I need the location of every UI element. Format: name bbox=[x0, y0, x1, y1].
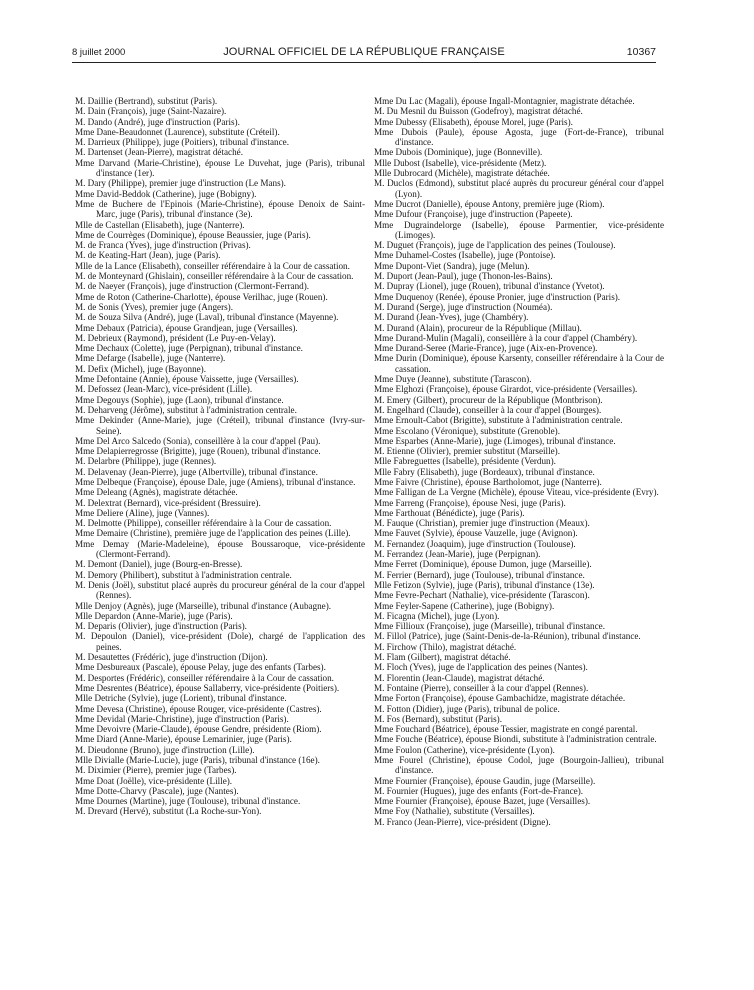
list-item: Mme Defarge (Isabelle), juge (Nanterre). bbox=[75, 353, 226, 364]
list-item: Mme de Courrèges (Dominique), épouse Beaussier, juge (Paris). bbox=[75, 229, 311, 240]
list-item: M. de Franca (Yves), juge d'instruction (Privas). bbox=[75, 240, 251, 251]
list-item: Mme Faivre (Christine), épouse Bartholomot, juge (Nanterre). bbox=[374, 476, 602, 487]
list-item: M. Etienne (Olivier), premier substitut (Marseille). bbox=[374, 446, 560, 457]
list-item: M. Demont (Daniel), juge (Bourg-en-Bresse). bbox=[75, 559, 243, 570]
list-item: Mlle de la Lance (Elisabeth), conseiller référendaire à la Cour de cassation. bbox=[75, 260, 350, 271]
list-item: Mme Duhamel-Costes (Isabelle), juge (Pontoise). bbox=[374, 250, 556, 261]
list-item: Mme Fillioux (Françoise), juge (Marseille), tribunal d'instance. bbox=[374, 621, 605, 632]
list-item: Mme Defontaine (Annie), épouse Vaissette, juge (Versailles). bbox=[75, 374, 299, 385]
list-item: M. Delarbre (Philippe), juge (Rennes). bbox=[75, 456, 217, 467]
list-item: Mme Fauvet (Sylvie), épouse Vauzelle, juge (Avignon). bbox=[374, 528, 578, 539]
list-item: Mme Delbeque (Françoise), épouse Dale, juge (Amiens), tribunal d'instance. bbox=[75, 476, 356, 487]
list-item: Mme Deleang (Agnès), magistrate détachée. bbox=[75, 487, 238, 498]
list-item: Mme Dane-Beaudonnet (Laurence), substitute (Créteil). bbox=[75, 126, 280, 137]
list-item: M. de Monteynard (Ghislain), conseiller référendaire à la Cour de cassation. bbox=[75, 271, 354, 282]
list-item: Mme Escolano (Véronique), substitute (Grenoble). bbox=[374, 425, 560, 436]
list-item: M. Firchow (Thilo), magistrat détaché. bbox=[374, 641, 517, 652]
list-item: Mme de Buchere de l'Epinois (Marie-Christine), épouse Denoix de Saint-Marc, juge (Paris), tribunal d'instance (3e). bbox=[75, 198, 365, 220]
list-item: Mme Dubessy (Elisabeth), épouse Morel, juge (Paris). bbox=[374, 116, 573, 127]
list-item: M. Fontaine (Pierre), conseiller à la cour d'appel (Rennes). bbox=[374, 682, 589, 693]
list-item: Mme Fournier (Françoise), épouse Gaudin, juge (Marseille). bbox=[374, 775, 596, 786]
list-item: Mme Ducrot (Danielle), épouse Antony, première juge (Riom). bbox=[374, 198, 605, 209]
list-item: Mme Deliere (Aline), juge (Vannes). bbox=[75, 507, 210, 518]
list-item: Mme Fouchard (Béatrice), épouse Tessier, magistrate en congé parental. bbox=[374, 724, 638, 735]
list-item: Mlle Dubrocard (Michèle), magistrate détachée. bbox=[374, 168, 550, 179]
list-item: Mlle Divialle (Marie-Lucie), juge (Paris), tribunal d'instance (16e). bbox=[75, 755, 320, 765]
list-item: M. Dartenset (Jean-Pierre), magistrat détaché. bbox=[75, 147, 243, 158]
list-item: Mme Forton (Françoise), épouse Gambachidze, magistrate détachée. bbox=[374, 693, 626, 704]
list-item: Mme Duye (Jeanne), substitute (Tarascon). bbox=[374, 374, 532, 385]
list-item: M. Demory (Philibert), substitut à l'administration centrale. bbox=[75, 569, 292, 580]
list-item: Mme de Roton (Catherine-Charlotte), épouse Verilhac, juge (Rouen). bbox=[75, 291, 328, 302]
list-item: Mme Feyler-Sapene (Catherine), juge (Bobigny). bbox=[374, 600, 555, 611]
list-item: M. Defix (Michel), juge (Bayonne). bbox=[75, 363, 207, 374]
list-item: Mme Durin (Dominique), épouse Karsenty, conseiller référendaire à la Cour de cassation. bbox=[374, 353, 664, 374]
list-item: Mme Devidal (Marie-Christine), juge d'instruction (Paris). bbox=[75, 713, 289, 724]
list-item: M. Dieudonne (Bruno), juge d'instruction (Lille). bbox=[75, 744, 255, 755]
list-item: M. Denis (Joël), substitut placé auprès du procureur général de la cour d'appel (Rennes). bbox=[75, 579, 365, 601]
list-item: M. de Keating-Hart (Jean), juge (Paris). bbox=[75, 250, 221, 261]
list-item: Mme Dubois (Dominique), juge (Bonneville). bbox=[374, 147, 543, 158]
list-item: Mme Du Lac (Magali), épouse Ingall-Montagnier, magistrate détachée. bbox=[374, 96, 635, 106]
list-item: M. Diximier (Pierre), premier juge (Tarbes). bbox=[75, 765, 237, 776]
header-rule bbox=[72, 62, 656, 63]
list-item: M. Dary (Philippe), premier juge d'instruction (Le Mans). bbox=[75, 178, 286, 189]
list-item: M. Fillol (Patrice), juge (Saint-Denis-de-la-Réunion), tribunal d'instance. bbox=[374, 631, 641, 642]
list-item: M. Florentin (Jean-Claude), magistrat détaché. bbox=[374, 672, 545, 683]
list-item: M. Fournier (Hugues), juge des enfants (Fort-de-France). bbox=[374, 785, 584, 796]
list-item: M. Flam (Gilbert), magistrat détaché. bbox=[374, 652, 511, 663]
list-item: Mme Delapierregrosse (Brigitte), juge (Rouen), tribunal d'instance. bbox=[75, 446, 321, 457]
list-item: M. Fotton (Didier), juge (Paris), tribunal de police. bbox=[374, 703, 560, 714]
list-item: Mme Dekinder (Anne-Marie), juge (Créteil), tribunal d'instance (Ivry-sur-Seine). bbox=[75, 415, 365, 436]
left-column bbox=[75, 96, 365, 817]
list-item: M. Fos (Bernard), substitut (Paris). bbox=[374, 713, 502, 724]
list-item: Mme David-Beddok (Catherine), juge (Bobigny). bbox=[75, 188, 257, 199]
list-item: M. Floch (Yves), juge de l'application des peines (Nantes). bbox=[374, 662, 588, 673]
list-item: Mlle Fetizon (Sylvie), juge (Paris), tribunal d'instance (13e). bbox=[374, 579, 595, 590]
list-item: M. Durand (Serge), juge d'instruction (Nouméa). bbox=[374, 301, 553, 312]
list-item: M. Deparis (Olivier), juge d'instruction (Paris). bbox=[75, 621, 247, 632]
list-item: Mme Desrentes (Béatrice), épouse Sallaberry, vice-présidente (Poitiers). bbox=[75, 682, 340, 693]
list-item: Mlle de Castellan (Elisabeth), juge (Nanterre). bbox=[75, 219, 245, 230]
list-item: Mme Duquenoy (Renée), épouse Pronier, juge d'instruction (Paris). bbox=[374, 291, 621, 302]
list-item: M. Engelhard (Claude), conseiller à la cour d'appel (Bourges). bbox=[374, 404, 602, 415]
list-item: Mme Dufour (Françoise), juge d'instruction (Papeete). bbox=[374, 209, 573, 220]
list-item: Mme Fouche (Béatrice), épouse Biondi, substitute à l'administration centrale. bbox=[374, 734, 657, 745]
list-item: M. Du Mesnil du Buisson (Godefroy), magistrat détaché. bbox=[374, 106, 583, 117]
list-item: M. Drevard (Hervé), substitut (La Roche-sur-Yon). bbox=[75, 806, 262, 817]
list-item: Mme Diard (Anne-Marie), épouse Lemarinier, juge (Paris). bbox=[75, 734, 292, 745]
list-item: M. Debrieux (Raymond), président (Le Puy-en-Velay). bbox=[75, 332, 276, 343]
list-item: Mme Ernoult-Cabot (Brigitte), substitute à l'administration centrale. bbox=[374, 415, 623, 426]
list-item: Mme Esparbes (Anne-Marie), juge (Limoges), tribunal d'instance. bbox=[374, 435, 616, 446]
list-item: M. Durand (Alain), procureur de la République (Millau). bbox=[374, 322, 582, 333]
list-item: Mme Dournes (Martine), juge (Toulouse), tribunal d'instance. bbox=[75, 796, 301, 807]
list-item: M. Durand (Jean-Yves), juge (Chambéry). bbox=[374, 312, 529, 323]
list-item: Mlle Dubost (Isabelle), vice-présidente (Metz). bbox=[374, 157, 547, 168]
list-item: M. Dupray (Lionel), juge (Rouen), tribunal d'instance (Yvetot). bbox=[374, 281, 605, 292]
list-item: M. Darrieux (Philippe), juge (Poitiers), tribunal d'instance. bbox=[75, 137, 290, 148]
list-item: Mme Degouys (Sophie), juge (Laon), tribunal d'instance. bbox=[75, 394, 284, 405]
list-item: M. Defossez (Jean-Marc), vice-président (Lille). bbox=[75, 384, 253, 395]
list-item: M. Delextrat (Bernard), vice-président (Bressuire). bbox=[75, 497, 261, 508]
list-item: Mme Debaux (Patricia), épouse Grandjean, juge (Versailles). bbox=[75, 322, 298, 333]
list-item: M. Dando (André), juge d'instruction (Paris). bbox=[75, 116, 240, 127]
page-number: 10367 bbox=[626, 46, 656, 58]
list-item: M. Daillie (Bertrand), substitut (Paris). bbox=[75, 96, 218, 106]
list-item: M. de Souza Silva (André), juge (Laval), tribunal d'instance (Mayenne). bbox=[75, 312, 339, 323]
list-item: Mme Farthouat (Bénédicte), juge (Paris). bbox=[374, 507, 525, 518]
list-item: M. Fauque (Christian), premier juge d'instruction (Meaux). bbox=[374, 518, 590, 529]
list-item: Mme Doat (Joëlle), vice-présidente (Lille). bbox=[75, 775, 233, 786]
list-item: Mme Durand-Seree (Marie-France), juge (Aix-en-Provence). bbox=[374, 343, 598, 354]
list-item: M. Depoulon (Daniel), vice-président (Dole), chargé de l'application des peines. bbox=[75, 631, 365, 652]
list-item: M. Duclos (Edmond), substitut placé auprès du procureur général cour d'appel (Lyon). bbox=[374, 178, 664, 199]
list-item: M. de Sonis (Yves), premier juge (Angers). bbox=[75, 301, 233, 312]
journal-title: JOURNAL OFFICIEL DE LA RÉPUBLIQUE FRANÇAISE bbox=[223, 46, 505, 58]
list-item: M. Desportes (Frédéric), conseiller référendaire à la Cour de cassation. bbox=[75, 672, 334, 683]
list-item: Mme Foy (Nathalie), substitute (Versailles). bbox=[374, 806, 535, 817]
list-item: Mme Fevre-Pechart (Nathalie), vice-présidente (Tarascon). bbox=[374, 590, 590, 601]
list-item: M. Duport (Jean-Paul), juge (Thonon-les-Bains). bbox=[374, 271, 553, 282]
list-item: M. Deharveng (Jérôme), substitut à l'administration centrale. bbox=[75, 404, 297, 415]
list-item: Mme Elghozi (Françoise), épouse Girardot, vice-présidente (Versailles). bbox=[374, 384, 638, 395]
list-item: M. Desautettes (Frédéric), juge d'instruction (Dijon). bbox=[75, 652, 268, 663]
list-item: Mlle Depardon (Anne-Marie), juge (Paris). bbox=[75, 610, 233, 621]
list-item: M. de Naeyer (François), juge d'instruction (Clermont-Ferrand). bbox=[75, 281, 310, 292]
list-item: M. Fernandez (Joaquim), juge d'instruction (Toulouse). bbox=[374, 538, 576, 549]
list-item: Mme Foulon (Catherine), vice-présidente (Lyon). bbox=[374, 744, 555, 755]
list-item: M. Franco (Jean-Pierre), vice-président (Digne). bbox=[374, 816, 551, 827]
list-item: Mme Dugraindelorge (Isabelle), épouse Parmentier, vice-présidente (Limoges). bbox=[374, 219, 664, 240]
issue-date: 8 juillet 2000 bbox=[72, 47, 126, 58]
list-item: M. Ficagna (Michel), juge (Lyon). bbox=[374, 610, 500, 621]
list-item: M. Duguet (François), juge de l'application des peines (Toulouse). bbox=[374, 240, 616, 251]
list-item: Mme Fournier (Françoise), épouse Bazet, juge (Versailles). bbox=[374, 796, 591, 807]
list-item: Mme Dupont-Viet (Sandra), juge (Melun). bbox=[374, 260, 530, 271]
list-item: M. Emery (Gilbert), procureur de la République (Montbrison). bbox=[374, 394, 603, 405]
list-item: Mlle Fabry (Elisabeth), juge (Bordeaux), tribunal d'instance. bbox=[374, 466, 595, 477]
list-item: Mme Devoivre (Marie-Claude), épouse Gendre, présidente (Riom). bbox=[75, 724, 322, 735]
list-item: Mme Fourel (Christine), épouse Codol, juge (Bourgoin-Jallieu), tribunal d'instance. bbox=[374, 755, 664, 776]
list-item: M. Delmotte (Philippe), conseiller référendaire à la Cour de cassation. bbox=[75, 518, 332, 529]
list-item: Mlle Fabreguettes (Isabelle), présidente (Verdun). bbox=[374, 456, 556, 467]
list-item: Mme Demaire (Christine), première juge de l'application des peines (Lille). bbox=[75, 528, 351, 539]
list-item: Mme Ferret (Dominique), épouse Dumon, juge (Marseille). bbox=[374, 559, 592, 570]
list-item: Mme Dechaux (Colette), juge (Perpignan), tribunal d'instance. bbox=[75, 343, 303, 354]
list-item: Mlle Denjoy (Agnès), juge (Marseille), tribunal d'instance (Aubagne). bbox=[75, 600, 332, 611]
list-item: Mlle Detriche (Sylvie), juge (Lorient), tribunal d'instance. bbox=[75, 693, 287, 704]
list-item: M. Ferrandez (Jean-Marie), juge (Perpignan). bbox=[374, 549, 541, 560]
list-item: Mme Darvand (Marie-Christine), épouse Le Duvehat, juge (Paris), tribunal d'instance (1er). bbox=[75, 157, 365, 179]
list-item: Mme Falligan de La Vergne (Michèle), épouse Viteau, vice-présidente (Evry). bbox=[374, 487, 659, 498]
list-item: Mme Del Arco Salcedo (Sonia), conseillère à la cour d'appel (Pau). bbox=[75, 435, 321, 446]
list-item: Mme Desbureaux (Pascale), épouse Pelay, juge des enfants (Tarbes). bbox=[75, 662, 326, 673]
list-item: M. Ferrier (Bernard), juge (Toulouse), tribunal d'instance. bbox=[374, 569, 585, 580]
list-item: Mme Durand-Mulin (Magali), conseillère à la cour d'appel (Chambéry). bbox=[374, 332, 638, 343]
list-item: Mme Farreng (Françoise), épouse Nesi, juge (Paris). bbox=[374, 497, 566, 508]
right-column bbox=[374, 96, 664, 827]
list-item: Mme Dotte-Charvy (Pascale), juge (Nantes). bbox=[75, 785, 239, 796]
list-item: M. Dain (François), juge (Saint-Nazaire). bbox=[75, 106, 227, 117]
list-item: M. Delavenay (Jean-Pierre), juge (Albertville), tribunal d'instance. bbox=[75, 466, 318, 477]
list-item: Mme Demay (Marie-Madeleine), épouse Boussaroque, vice-présidente (Clermont-Ferrand). bbox=[75, 538, 365, 560]
list-item: Mme Dubois (Paule), épouse Agosta, juge (Fort-de-France), tribunal d'instance. bbox=[374, 126, 664, 148]
list-item: Mme Devesa (Christine), épouse Rouger, vice-présidente (Castres). bbox=[75, 703, 322, 714]
page-header bbox=[72, 44, 656, 60]
